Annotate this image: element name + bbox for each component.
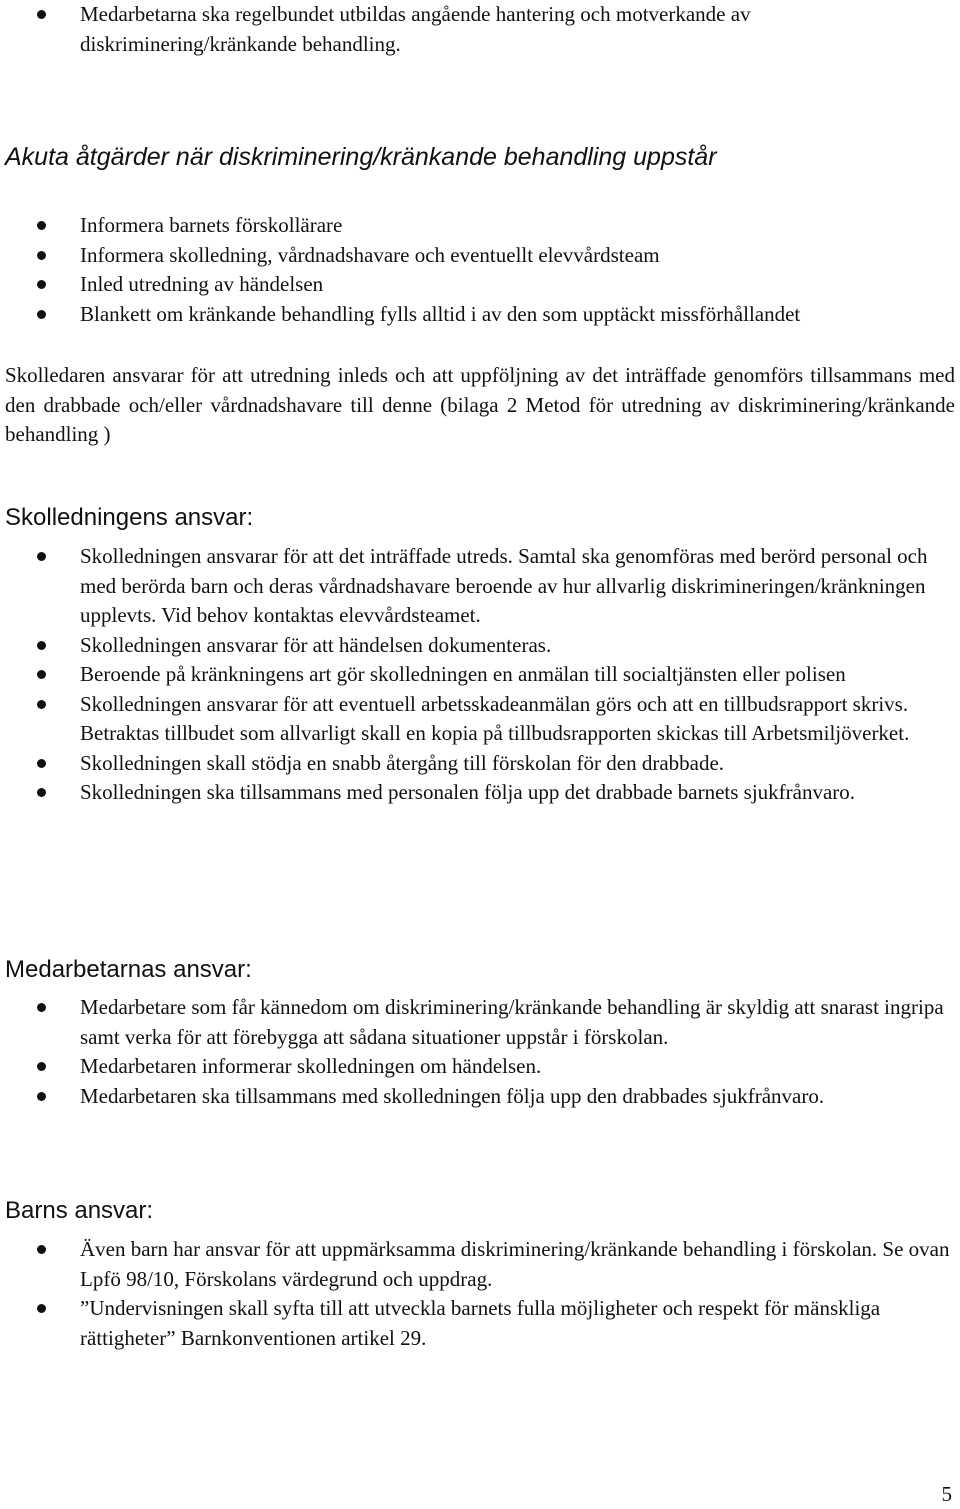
staff-list bbox=[0, 993, 950, 1111]
list-item-text: Informera skolledning, vårdnadshavare och eventuellt elevvårdsteam bbox=[80, 242, 660, 267]
bullet-icon bbox=[37, 1092, 46, 1101]
list-item bbox=[0, 211, 950, 241]
list-item-text: Skolledningen ska tillsammans med personalen följa upp det drabbade barnets sjukfrånvaro. bbox=[80, 780, 856, 804]
list-item-text: Skolledningen skall stödja en snabb återgång till förskolan för den drabbade. bbox=[80, 750, 725, 775]
bullet-icon bbox=[37, 670, 46, 679]
list-item bbox=[0, 241, 950, 271]
list-item bbox=[0, 0, 880, 59]
bullet-icon bbox=[37, 1245, 46, 1254]
list-item bbox=[0, 778, 950, 808]
bullet-icon bbox=[37, 788, 46, 797]
list-item bbox=[0, 270, 950, 300]
bullet-icon bbox=[37, 10, 46, 19]
bullet-icon bbox=[37, 251, 46, 260]
list-item-text: Medarbetarna ska regelbundet utbildas angående hantering och motverkande av diskriminering/kränkande behandling. bbox=[80, 2, 751, 56]
list-item bbox=[0, 300, 950, 330]
bullet-icon bbox=[37, 1304, 46, 1313]
acute-heading: Akuta åtgärder när diskriminering/kränkande behandling uppstår bbox=[5, 143, 717, 171]
acute-paragraph: Skolledaren ansvarar för att utredning inleds och att uppföljning av det inträffade genomförs tillsammans med den drabbade och/eller vårdnadshavare till denne (bilaga 2 Metod för utredning av diskriminering/kränkande behandling ) bbox=[5, 363, 955, 446]
bullet-icon bbox=[37, 1062, 46, 1071]
list-item bbox=[0, 690, 950, 749]
list-item bbox=[0, 660, 950, 690]
bullet-icon bbox=[37, 221, 46, 230]
bullet-icon bbox=[37, 310, 46, 319]
children-list bbox=[0, 1235, 950, 1353]
list-item-text: Medarbetaren informerar skolledningen om händelsen. bbox=[80, 1054, 542, 1078]
list-item-text: Informera barnets förskollärare bbox=[80, 213, 343, 237]
acute-list bbox=[0, 211, 950, 329]
bullet-icon bbox=[37, 552, 46, 561]
bullet-icon bbox=[37, 759, 46, 768]
bullet-icon bbox=[37, 1003, 46, 1012]
staff-heading: Medarbetarnas ansvar: bbox=[5, 956, 252, 983]
list-item bbox=[0, 749, 950, 779]
list-item bbox=[0, 1052, 950, 1082]
list-item bbox=[0, 993, 950, 1052]
list-item bbox=[0, 631, 950, 661]
list-item-text: Skolledningen ansvarar för att händelsen dokumenteras. bbox=[80, 632, 552, 657]
list-item bbox=[0, 1294, 950, 1353]
list-item-text: Medarbetare som får kännedom om diskriminering/kränkande behandling är skyldig att snarast ingripa samt verka för att förebygga att sådana situationer uppstår i förskolan. bbox=[80, 995, 944, 1049]
list-item bbox=[0, 542, 950, 631]
list-item-text: Inled utredning av händelsen bbox=[80, 272, 324, 296]
list-item-text: Även barn har ansvar för att uppmärksamma diskriminering/kränkande behandling i förskolan. Se ovan Lpfö 98/10, Förskolans värdegrund och uppdrag. bbox=[80, 1237, 950, 1291]
intro-list bbox=[0, 0, 880, 59]
page-number: 5 bbox=[941, 1482, 952, 1506]
list-item-text: Beroende på kränkningens art gör skolledningen en anmälan till socialtjänsten eller polisen bbox=[80, 662, 846, 686]
list-item-text: Skolledningen ansvarar för att det inträffade utreds. Samtal ska genomföras med berörd personal och med berörda barn och deras vårdnadshavare beroende av hur allvarlig diskrimineringen/kränkningen upplevts. Vid behov kontaktas elevvårdsteamet. bbox=[80, 544, 928, 627]
list-item-text: Blankett om kränkande behandling fylls alltid i av den som upptäckt missförhållandet bbox=[80, 301, 801, 326]
management-heading: Skolledningens ansvar: bbox=[5, 504, 254, 531]
list-item bbox=[0, 1082, 950, 1112]
management-list bbox=[0, 542, 950, 808]
list-item-text: Medarbetaren ska tillsammans med skolledningen följa upp den drabbades sjukfrånvaro. bbox=[80, 1083, 825, 1108]
list-item-text: ”Undervisningen skall syfta till att utveckla barnets fulla möjligheter och respekt för mänskliga rättigheter” Barnkonventionen artikel 29. bbox=[80, 1296, 881, 1350]
bullet-icon bbox=[37, 700, 46, 709]
list-item bbox=[0, 1235, 950, 1294]
bullet-icon bbox=[37, 280, 46, 289]
children-heading: Barns ansvar: bbox=[5, 1197, 154, 1224]
list-item-text: Skolledningen ansvarar för att eventuell arbetsskadeanmälan görs och att en tillbudsrapport skrivs. Betraktas tillbudet som allvarligt skall en kopia på tillbudsrapporten skickas till Arbetsmiljöverket. bbox=[80, 691, 910, 745]
bullet-icon bbox=[37, 641, 46, 650]
